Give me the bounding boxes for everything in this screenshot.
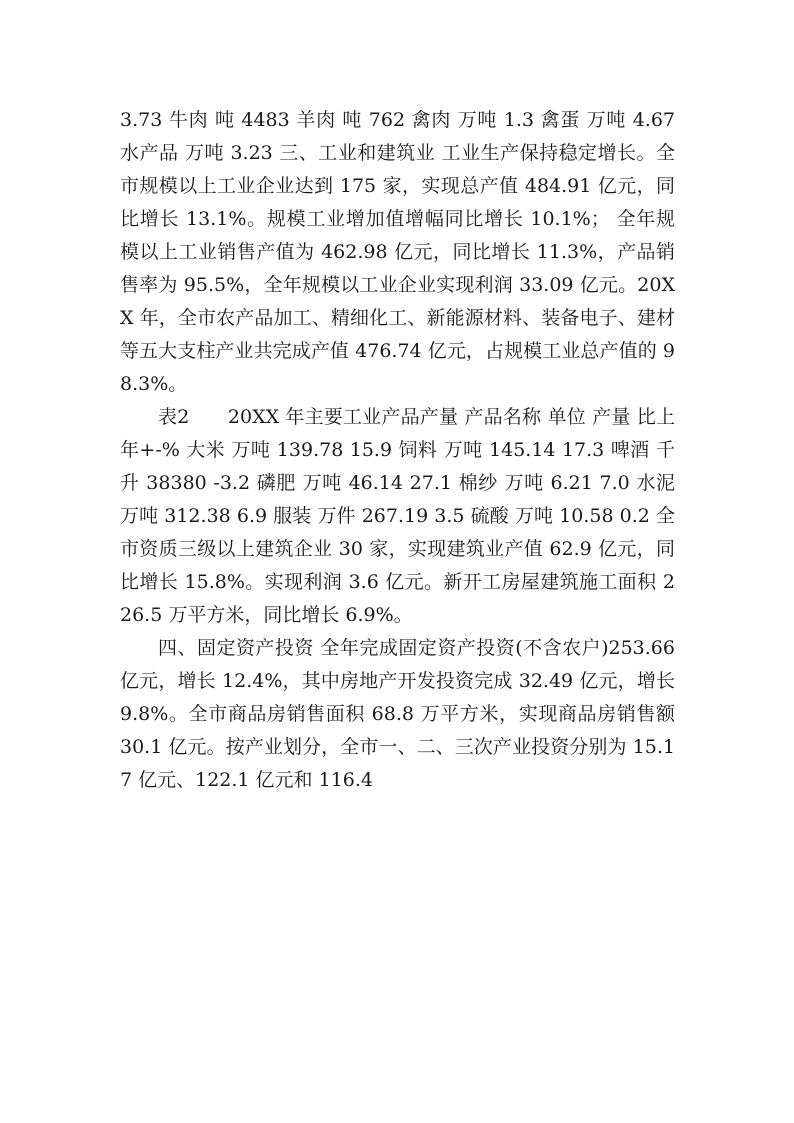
- paragraph-livestock-industry: 3.73 牛肉 吨 4483 羊肉 吨 762 禽肉 万吨 1.3 禽蛋 万吨 4.67 水产品 万吨 3.23 三、工业和建筑业 工业生产保持稳定增长。全市规模以上工业企业达到 175 家，实现总产值 484.91 亿元，同比增长 13.1%。规模工业增加值增幅同比增长 10.1%； 全年规模以上工业销售产值为 462.98 亿元，同比增长 11.3%，产品销售率为 95.5%，全年规模以工业企业实现利润 33.09 亿元。20XX 年，全市农产品加工、精细化工、新能源材料、装备电子、建材等五大支柱产业共完成产值 476.74 亿元，占规模工业总产值的 98.3%。: [120, 109, 675, 395]
- paragraph-industrial-products: 表2 20XX 年主要工业产品产量 产品名称 单位 产量 比上年+-% 大米 万吨 139.78 15.9 饲料 万吨 145.14 17.3 啤酒 千升 38380 -3.2 磷肥 万吨 46.14 27.1 棉纱 万吨 6.21 7.0 水泥 万吨 312.38 6.9 服装 万件 267.19 3.5 硫酸 万吨 10.58 0.2 全市资质三级以上建筑企业 30 家，实现建筑业产值 62.9 亿元，同比增长 15.8%。实现利润 3.6 亿元。新开工房屋建筑施工面积 226.5 万平方米，同比增长 6.9%。: [120, 406, 675, 626]
- paragraph-fixed-assets: 四、固定资产投资 全年完成固定资产投资(不含农户)253.66 亿元，增长 12.4%，其中房地产开发投资完成 32.49 亿元，增长 9.8%。全市商品房销售面积 68.8 万平方米，实现商品房销售额 30.1 亿元。按产业划分，全市一、二、三次产业投资分别为 15.17 亿元、122.1 亿元和 116.4: [120, 637, 675, 791]
- body-text: [120, 104, 675, 797]
